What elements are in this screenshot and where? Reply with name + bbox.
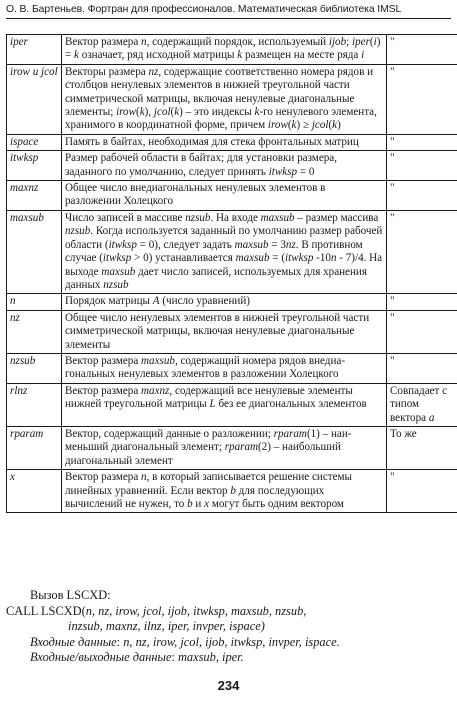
param-description-cell: Вектор размера maxsub, содержащий номера рядов внедиагональных ненулевых элементов в разложении Холецкого xyxy=(62,353,387,383)
input-data-line: Входные данные: n, nz, irow, jcol, ijob, itwksp, invper, ispace. xyxy=(30,634,340,649)
table-row xyxy=(7,426,457,469)
param-description-cell: Порядок матрицы A (число уравнений) xyxy=(62,294,387,310)
table-row xyxy=(7,294,457,310)
param-name-cell: maxsub xyxy=(7,210,62,293)
call-args-line-2: inzsub, maxnz, ilnz, iper, invper, ispace) xyxy=(68,619,265,634)
param-type-cell: " xyxy=(387,310,457,353)
table-row xyxy=(7,35,457,65)
call-section xyxy=(0,588,457,666)
call-statement-line-1 xyxy=(0,604,457,620)
table-row xyxy=(7,181,457,211)
param-name-cell: ispace xyxy=(7,134,62,150)
table-row xyxy=(7,210,457,293)
param-type-cell: То же xyxy=(387,426,457,469)
param-type-cell: Совпадает с типом вектора a xyxy=(387,383,457,426)
call-title: Вызов LSCXD: xyxy=(30,588,111,602)
param-name-cell: x xyxy=(7,470,62,513)
param-description-cell: Число записей в массиве nzsub. На входе maxsub – размер массива nzsub. Когда используется заданный по умолчанию размер рабочей области (itwksp = 0), следует задать maxsub = 3nz. В противном случае (itwksp > 0) устанавливается maxsub = (itwksp -10n - 7)/4. На выходе maxsub дает число записей, используемых для хранения данных nzsub xyxy=(62,210,387,293)
inout-data-label: Входные/выходные данные xyxy=(30,650,172,665)
param-type-cell: " xyxy=(387,210,457,293)
input-data-label: Входные данные xyxy=(30,634,117,649)
call-args-line-1: n, nz, irow, jcol, ijob, itwksp, maxsub, nzsub, xyxy=(85,603,307,618)
page-number: 234 xyxy=(217,678,240,693)
parameter-table xyxy=(6,34,457,513)
parameter-table-body xyxy=(7,35,457,513)
param-description-cell: Общее число ненулевых элементов в нижней треугольной части симметрической матрицы, включая ненулевые диагональные элементы xyxy=(62,310,387,353)
param-description-cell: Векторы размера nz, содержащие соответственно номера рядов и столбцов ненулевых элементов в нижней треугольной части симметрической матрицы, включая ненулевые диагональные элементы; irow(k), jcol(k) – это индексы k-го ненулевого элемента, хранимого в координатной форме, причем irow(k) ≥ jcol(k) xyxy=(62,64,387,134)
param-name-cell: nz xyxy=(7,310,62,353)
param-type-cell: " xyxy=(387,353,457,383)
param-type-cell: " xyxy=(387,181,457,211)
param-description-cell: Память в байтах, необходимая для стека фронтальных матриц xyxy=(62,134,387,150)
param-description-cell: Вектор, содержащий данные о разложении; rparam(1) – наименьший диагональный элемент; rparam(2) – наибольший диагональный элемент xyxy=(62,426,387,469)
param-description-cell: Вектор размера n, в который записывается решение системы линейных уравнений. Если вектор b для последующих вычислений не нужен, то b и x могут быть одним вектором xyxy=(62,470,387,513)
param-type-cell: " xyxy=(387,151,457,181)
table-row xyxy=(7,353,457,383)
param-name-cell: rparam xyxy=(7,426,62,469)
param-name-cell: nzsub xyxy=(7,353,62,383)
param-description-cell: Общее число внедиагональных ненулевых элементов в разложении Холецкого xyxy=(62,181,387,211)
param-name-cell: n xyxy=(7,294,62,310)
table-row xyxy=(7,470,457,513)
param-type-cell: " xyxy=(387,64,457,134)
inout-data-line: Входные/выходные данные: maxsub, iper. xyxy=(30,650,244,665)
param-type-cell: " xyxy=(387,134,457,150)
param-name-cell: itwksp xyxy=(7,151,62,181)
table-row xyxy=(7,151,457,181)
param-type-cell: " xyxy=(387,470,457,513)
param-type-cell: " xyxy=(387,294,457,310)
param-description-cell: Размер рабочей области в байтах; для установки размера, заданного по умолчанию, следует принять itwksp = 0 xyxy=(62,151,387,181)
inout-data-list: maxsub, iper. xyxy=(177,650,244,665)
param-name-cell: iper xyxy=(7,35,62,65)
param-name-cell: rlnz xyxy=(7,383,62,426)
param-name-cell: irow и jcol xyxy=(7,64,62,134)
call-keyword: CALL LSCXD( xyxy=(6,603,86,618)
param-description-cell: Вектор размера maxnz, содержащий все ненулевые элементы нижней треугольной матрицы L без ее диагональных элементов xyxy=(62,383,387,426)
running-header: О. В. Бартеньев. Фортран для профессионалов. Математическая библиотека IMSL xyxy=(6,4,451,19)
param-description-cell: Вектор размера n, содержащий порядок, используемый ijob; iper(i) = k означает, ряд исходной матрицы k размещен на месте ряда i xyxy=(62,35,387,65)
input-data-list: n, nz, irow, jcol, ijob, itwksp, invper, ispace. xyxy=(123,634,340,649)
param-type-cell: " xyxy=(387,35,457,65)
table-row xyxy=(7,64,457,134)
table-row xyxy=(7,310,457,353)
table-row xyxy=(7,134,457,150)
param-name-cell: maxnz xyxy=(7,181,62,211)
table-row xyxy=(7,383,457,426)
